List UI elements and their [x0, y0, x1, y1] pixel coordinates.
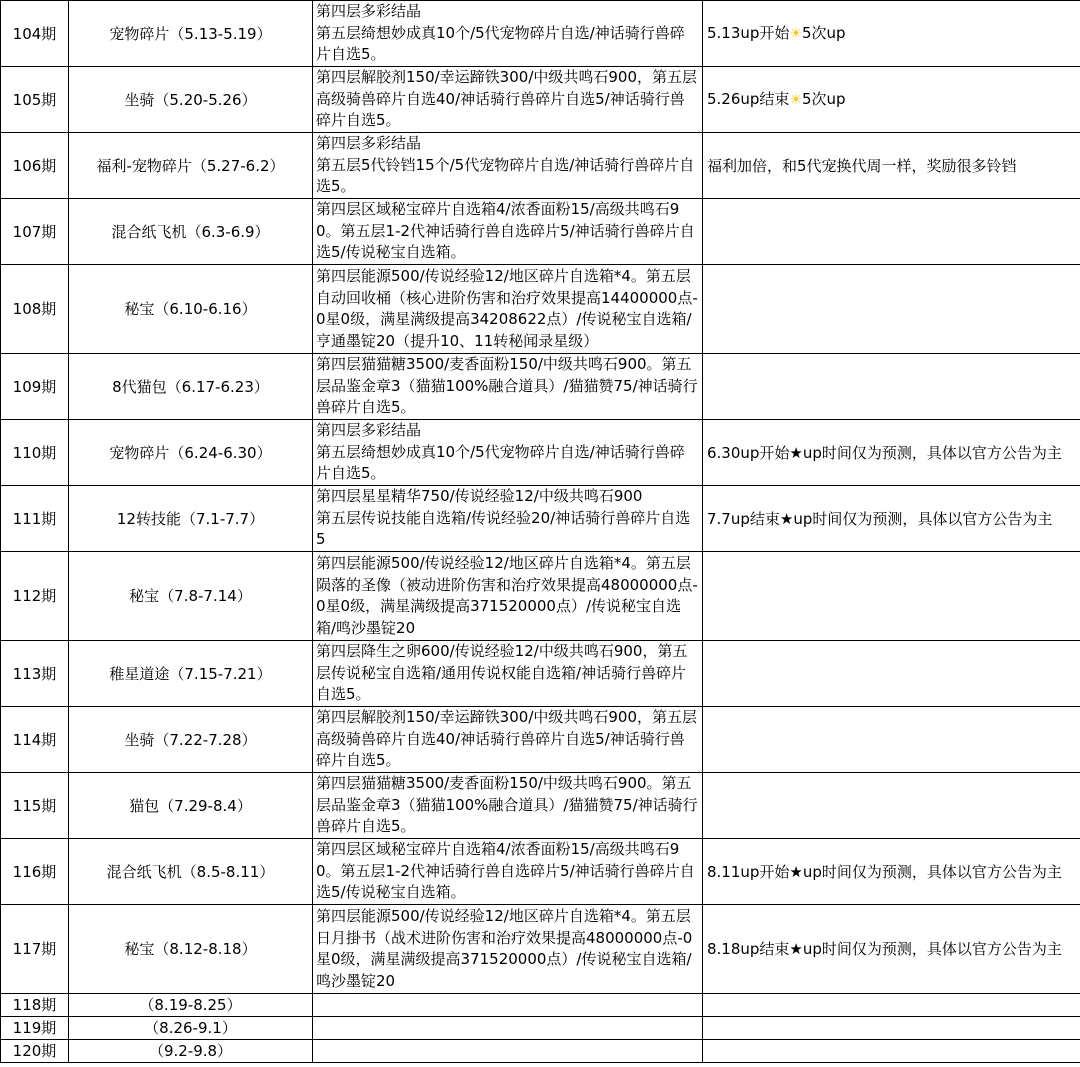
- schedule-table-body: [1, 1, 1080, 1063]
- event-cell: （9.2-9.8）: [69, 1040, 313, 1063]
- period-cell: 107期: [1, 199, 69, 265]
- table-row: [1, 839, 1080, 905]
- note-cell: [703, 354, 1080, 420]
- rewards-cell: [313, 707, 703, 773]
- sun-icon: ☀: [789, 92, 802, 108]
- table-row: [1, 486, 1080, 552]
- rewards-cell: [313, 994, 703, 1017]
- rewards-line: 第四层解胶剂150/幸运蹄铁300/中级共鸣石900，第五层高级骑兽碎片自选40/神话骑行兽碎片自选5/神话骑行兽碎片自选5。: [316, 68, 698, 130]
- rewards-cell: [313, 133, 703, 199]
- period-cell: 112期: [1, 552, 69, 641]
- rewards-cell: [313, 265, 703, 354]
- rewards-cell: [313, 1, 703, 67]
- table-row: [1, 354, 1080, 420]
- rewards-line: 第四层解胶剂150/幸运蹄铁300/中级共鸣石900，第五层高级骑兽碎片自选40/神话骑行兽碎片自选5/神话骑行兽碎片自选5。: [316, 708, 698, 770]
- period-cell: 117期: [1, 905, 69, 994]
- rewards-line: 第四层猫猫糖3500/麦香面粉150/中级共鸣石900。第五层品鉴金章3（猫猫100%融合道具）/猫猫赞75/神话骑行兽碎片自选5。: [316, 355, 698, 417]
- rewards-cell: [313, 420, 703, 486]
- period-cell: 106期: [1, 133, 69, 199]
- note-cell: [703, 994, 1080, 1017]
- table-row: [1, 552, 1080, 641]
- rewards-line: 第四层能源500/传说经验12/地区碎片自选箱*4。第五层陨落的圣像（被动进阶伤害和治疗效果提高48000000点-0星0级，满星满级提高371520000点）/传说秘宝自选箱/鸣沙墨锭20: [316, 554, 698, 637]
- period-cell: 110期: [1, 420, 69, 486]
- note-cell: [703, 199, 1080, 265]
- period-cell: 111期: [1, 486, 69, 552]
- table-row: [1, 773, 1080, 839]
- event-cell: 猫包（7.29-8.4）: [69, 773, 313, 839]
- note-cell: [703, 1017, 1080, 1040]
- note-cell: [703, 839, 1080, 905]
- event-cell: （8.19-8.25）: [69, 994, 313, 1017]
- period-cell: 116期: [1, 839, 69, 905]
- note-text: 福利加倍，和5代宠换代周一样，奖励很多铃铛: [707, 156, 1017, 175]
- rewards-cell: [313, 354, 703, 420]
- note-cell: [703, 641, 1080, 707]
- event-cell: 混合纸飞机（6.3-6.9）: [69, 199, 313, 265]
- event-cell: 秘宝（8.12-8.18）: [69, 905, 313, 994]
- table-row: [1, 199, 1080, 265]
- sun-icon: ☀: [789, 26, 802, 42]
- period-cell: 104期: [1, 1, 69, 67]
- rewards-line: 第四层多彩结晶: [316, 421, 422, 440]
- note-text: 8.18up结束★up时间仅为预测，具体以官方公告为主: [707, 940, 1062, 958]
- rewards-line: 第四层区域秘宝碎片自选箱4/浓香面粉15/高级共鸣石90。第五层1-2代神话骑行兽自选碎片5/神话骑行兽碎片自选5/传说秘宝自选箱。: [316, 840, 695, 902]
- table-row: [1, 1, 1080, 67]
- table-row: [1, 1017, 1080, 1040]
- table-row: [1, 67, 1080, 133]
- event-cell: 宠物碎片（5.13-5.19）: [69, 1, 313, 67]
- note-cell: [703, 265, 1080, 354]
- event-cell: 福利-宠物碎片（5.27-6.2）: [69, 133, 313, 199]
- event-cell: 坐骑（5.20-5.26）: [69, 67, 313, 133]
- period-cell: 109期: [1, 354, 69, 420]
- note-text: 6.30up开始★up时间仅为预测，具体以官方公告为主: [707, 443, 1062, 462]
- table-row: [1, 994, 1080, 1017]
- event-cell: 秘宝（7.8-7.14）: [69, 552, 313, 641]
- rewards-line: 第五层5代铃铛15个/5代宠物碎片自选/神话骑行兽碎片自选5。: [316, 155, 695, 196]
- rewards-line: 第四层降生之卵600/传说经验12/中级共鸣石900，第五层传说秘宝自选箱/通用传说权能自选箱/神话骑行兽碎片自选5。: [316, 642, 688, 704]
- rewards-cell: [313, 1017, 703, 1040]
- rewards-cell: [313, 67, 703, 133]
- rewards-line: 第四层区域秘宝碎片自选箱4/浓香面粉15/高级共鸣石90。第五层1-2代神话骑行兽自选碎片5/神话骑行兽碎片自选5/传说秘宝自选箱。: [316, 200, 695, 262]
- rewards-line: 第四层能源500/传说经验12/地区碎片自选箱*4。第五层日月掛书（战术进阶伤害和治疗效果提高48000000点-0星0级，满星满级提高371520000点）/传说秘宝自选箱/鸣沙墨锭20: [316, 907, 693, 990]
- note-cell: [703, 1040, 1080, 1063]
- table-row: [1, 133, 1080, 199]
- event-cell: 坐骑（7.22-7.28）: [69, 707, 313, 773]
- rewards-line: 第五层绮想妙成真10个/5代宠物碎片自选/神话骑行兽碎片自选5。: [316, 442, 685, 483]
- note-cell: [703, 905, 1080, 994]
- event-cell: 混合纸飞机（8.5-8.11）: [69, 839, 313, 905]
- rewards-cell: [313, 641, 703, 707]
- period-cell: 120期: [1, 1040, 69, 1063]
- table-row: [1, 707, 1080, 773]
- event-cell: 8代猫包（6.17-6.23）: [69, 354, 313, 420]
- note-cell: [703, 133, 1080, 199]
- note-text: 7.7up结束★up时间仅为预测，具体以官方公告为主: [707, 509, 1053, 528]
- table-row: [1, 420, 1080, 486]
- rewards-line: 第五层绮想妙成真10个/5代宠物碎片自选/神话骑行兽碎片自选5。: [316, 23, 685, 64]
- rewards-cell: [313, 199, 703, 265]
- table-row: [1, 905, 1080, 994]
- period-cell: 108期: [1, 265, 69, 354]
- note-tail: 5次up: [802, 90, 846, 108]
- note-cell: [703, 552, 1080, 641]
- rewards-line: 第四层能源500/传说经验12/地区碎片自选箱*4。第五层自动回收桶（核心进阶伤害和治疗效果提高14400000点-0星0级，满星满级提高34208622点）/传说秘宝自选箱/亨通墨锭20（提升10、11转秘闻录星级）: [316, 267, 698, 350]
- note-cell: [703, 67, 1080, 133]
- event-cell: （8.26-9.1）: [69, 1017, 313, 1040]
- note-text: 8.11up开始★up时间仅为预测，具体以官方公告为主: [707, 862, 1062, 881]
- period-cell: 115期: [1, 773, 69, 839]
- rewards-cell: [313, 839, 703, 905]
- rewards-cell: [313, 1040, 703, 1063]
- note-cell: [703, 1, 1080, 67]
- rewards-line: 第四层多彩结晶: [316, 134, 422, 153]
- rewards-cell: [313, 486, 703, 552]
- table-row: [1, 641, 1080, 707]
- note-cell: [703, 773, 1080, 839]
- event-cell: 12转技能（7.1-7.7）: [69, 486, 313, 552]
- period-cell: 118期: [1, 994, 69, 1017]
- event-cell: 稚星道途（7.15-7.21）: [69, 641, 313, 707]
- period-cell: 119期: [1, 1017, 69, 1040]
- period-cell: 114期: [1, 707, 69, 773]
- period-cell: 113期: [1, 641, 69, 707]
- period-cell: 105期: [1, 67, 69, 133]
- event-cell: 宠物碎片（6.24-6.30）: [69, 420, 313, 486]
- rewards-cell: [313, 773, 703, 839]
- note-cell: [703, 486, 1080, 552]
- rewards-line: 第五层传说技能自选箱/传说经验20/神话骑行兽碎片自选5: [316, 508, 691, 549]
- note-text: 5.26up结束: [707, 90, 790, 108]
- table-row: [1, 265, 1080, 354]
- rewards-line: 第四层猫猫糖3500/麦香面粉150/中级共鸣石900。第五层品鉴金章3（猫猫100%融合道具）/猫猫赞75/神话骑行兽碎片自选5。: [316, 774, 698, 836]
- rewards-cell: [313, 905, 703, 994]
- rewards-line: 第四层多彩结晶: [316, 2, 422, 21]
- table-row: [1, 1040, 1080, 1063]
- rewards-cell: [313, 552, 703, 641]
- note-tail: 5次up: [802, 24, 846, 42]
- note-text: 5.13up开始: [707, 24, 790, 42]
- rewards-line: 第四层星星精华750/传说经验12/中级共鸣石900: [316, 487, 643, 506]
- note-cell: [703, 420, 1080, 486]
- event-cell: 秘宝（6.10-6.16）: [69, 265, 313, 354]
- note-cell: [703, 707, 1080, 773]
